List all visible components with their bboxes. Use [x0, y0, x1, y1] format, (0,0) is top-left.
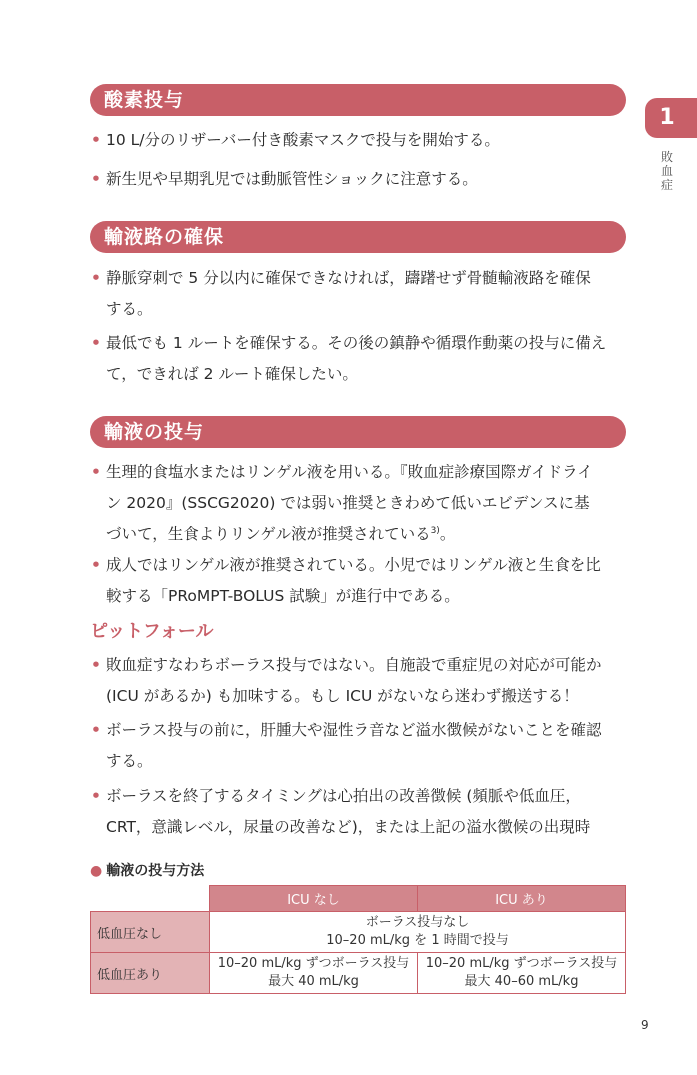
table-row [91, 912, 626, 953]
row-header-normotension: 低血圧なし [91, 912, 210, 953]
list-item: • 成人ではリンゲル液が推奨されている。小児ではリンゲル液と生食を比 較する「PRoMPT-BOLUS 試験」が進行中である。 [90, 550, 630, 612]
table-cell: 10–20 mL/kg ずつボーラス投与 最大 40–60 mL/kg [418, 953, 626, 994]
chapter-label: 敗血症 [661, 150, 674, 192]
list-item: • ボーラスを終了するタイミングは心拍出の改善徴候 (頻脈や低血圧， CRT，意識レベル，尿量の改善など)，または上記の溢水徴候の出現時 [90, 781, 630, 843]
bullet-dot: • [91, 556, 101, 574]
list-item: • 静脈穿刺で 5 分以内に確保できなければ，躊躇せず骨髄輸液路を確保 する。 [90, 263, 630, 325]
table-header-row [91, 886, 626, 912]
column-header-icu: ICU あり [418, 886, 626, 912]
circle-bullet-icon: ● [90, 863, 103, 879]
column-header-no-icu: ICU なし [210, 886, 418, 912]
table-corner-cell [91, 886, 210, 912]
page-number: 9 [641, 1018, 649, 1032]
table-row [91, 953, 626, 994]
table-cell: 10–20 mL/kg ずつボーラス投与 最大 40 mL/kg [210, 953, 418, 994]
table-cell-merged: ボーラス投与なし 10–20 mL/kg を 1 時間で投与 [210, 912, 626, 953]
list-item: • 敗血症すなわちボーラス投与ではない。自施設で重症児の対応が可能か (ICU があるか) も加味する。もし ICU がないなら迷わず搬送する！ [90, 650, 630, 712]
list-item: • 生理的食塩水またはリンゲル液を用いる。『敗血症診療国際ガイドライ ン 2020』(SSCG2020) では弱い推奨ときわめて低いエビデンスに基 づいて，生食よりリンゲル液が推奨されている$^{3)}$。 [90, 457, 630, 550]
bullet-dot: • [91, 269, 101, 287]
bullet-dot: • [91, 170, 101, 188]
section-heading-fluid-administration: 輸液の投与 [90, 416, 626, 448]
fluid-method-table [90, 885, 626, 994]
section-heading-oxygen: 酸素投与 [90, 84, 626, 116]
bullet-dot: • [91, 131, 101, 149]
list-item: • 最低でも 1 ルートを確保する。その後の鎮静や循環作動薬の投与に備え て，できれば 2 ルート確保したい。 [90, 328, 630, 390]
section-heading-iv-access: 輸液路の確保 [90, 221, 626, 253]
pitfall-heading: ピットフォール [90, 621, 214, 642]
list-item: • ボーラス投与の前に，肝腫大や湿性ラ音など溢水徴候がないことを確認 する。 [90, 715, 630, 777]
bullet-dot: • [91, 463, 101, 481]
bullet-dot: • [91, 334, 101, 352]
bullet-dot: • [91, 721, 101, 739]
chapter-number-tab: 1 [645, 98, 697, 138]
table-title: ● 輸液の投与方法 [90, 863, 205, 879]
bullet-dot: • [91, 656, 101, 674]
row-header-hypotension: 低血圧あり [91, 953, 210, 994]
list-item: • 10 L/分のリザーバー付き酸素マスクで投与を開始する。 [90, 125, 630, 156]
list-item: • 新生児や早期乳児では動脈管性ショックに注意する。 [90, 164, 630, 195]
bullet-dot: • [91, 787, 101, 805]
reference-mark: 3) [430, 525, 440, 536]
